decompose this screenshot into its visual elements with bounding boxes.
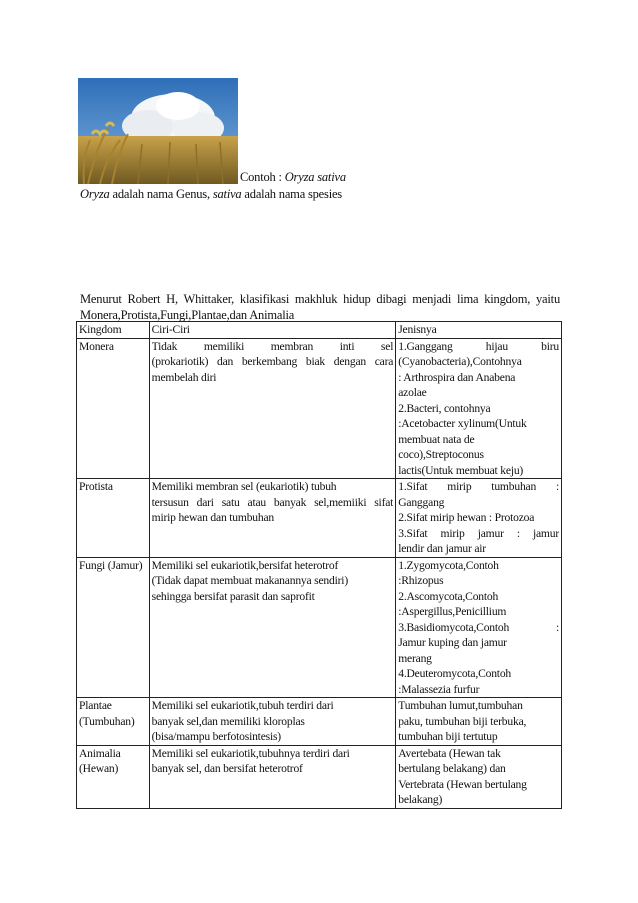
header-kingdom: Kingdom xyxy=(77,322,150,339)
table-row xyxy=(77,557,562,698)
ciri-cell: Memiliki membran sel (eukariotik) tubuh tersusun dari satu atau banyak sel,memiiki sifat mirip hewan dan tumbuhan xyxy=(149,479,396,558)
ciri-cell: Memiliki sel eukariotik,tubuh terdiri dari banyak sel,dan memiliki kloroplas (bisa/mampu berfotosintesis) xyxy=(149,698,396,746)
rice-field-photo xyxy=(78,78,238,184)
jenis-cell: 1.Sifat mirip tumbuhan : Ganggang 2.Sifat mirip hewan : Protozoa 3.Sifat mirip jamur : jamur lendir dan jamur air xyxy=(396,479,562,558)
kingdom-cell: Plantae (Tumbuhan) xyxy=(77,698,150,746)
table-row xyxy=(77,338,562,479)
example-caption: Contoh : Oryza sativa xyxy=(240,170,346,184)
kingdom-table xyxy=(76,321,562,809)
kingdom-cell: Animalia (Hewan) xyxy=(77,745,150,808)
table-header-row xyxy=(77,322,562,339)
kingdom-cell: Fungi (Jamur) xyxy=(77,557,150,698)
ciri-cell: Memiliki sel eukariotik,tubuhnya terdiri dari banyak sel, dan bersifat heterotrof xyxy=(149,745,396,808)
table-row xyxy=(77,745,562,808)
classification-intro: Menurut Robert H, Whittaker, klasifikasi makhluk hidup dibagi menjadi lima kingdom, yaitu Monera,Protista,Fungi,Plantae,dan Animalia xyxy=(80,292,560,322)
kingdom-cell: Monera xyxy=(77,338,150,479)
table-row xyxy=(77,479,562,558)
header-ciri: Ciri-Ciri xyxy=(149,322,396,339)
header-jenis: Jenisnya xyxy=(396,322,562,339)
genus-species-note: Oryza adalah nama Genus, sativa adalah nama spesies xyxy=(80,187,342,201)
jenis-cell: 1.Zygomycota,Contoh :Rhizopus 2.Ascomycota,Contoh :Aspergillus,Penicillium 3.Basidiomycota,Contoh : Jamur kuping dan jamur merang 4.Deuteromycota,Contoh :Malassezia furfur xyxy=(396,557,562,698)
jenis-cell: Tumbuhan lumut,tumbuhan paku, tumbuhan biji terbuka, tumbuhan biji tertutup xyxy=(396,698,562,746)
jenis-cell: 1.Ganggang hijau biru (Cyanobacteria),Contohnya : Arthrospira dan Anabena azolae 2.Bacteri, contohnya :Acetobacter xylinum(Untuk membuat nata de coco),Streptoconus lactis(Untuk membuat keju) xyxy=(396,338,562,479)
ciri-cell: Tidak memiliki membran inti sel (prokariotik) dan berkembang biak dengan cara membelah diri xyxy=(149,338,396,479)
kingdom-cell: Protista xyxy=(77,479,150,558)
ciri-cell: Memiliki sel eukariotik,bersifat heterotrof (Tidak dapat membuat makanannya sendiri) sehingga bersifat parasit dan saprofit xyxy=(149,557,396,698)
table-row xyxy=(77,698,562,746)
jenis-cell: Avertebata (Hewan tak bertulang belakang) dan Vertebrata (Hewan bertulang belakang) xyxy=(396,745,562,808)
